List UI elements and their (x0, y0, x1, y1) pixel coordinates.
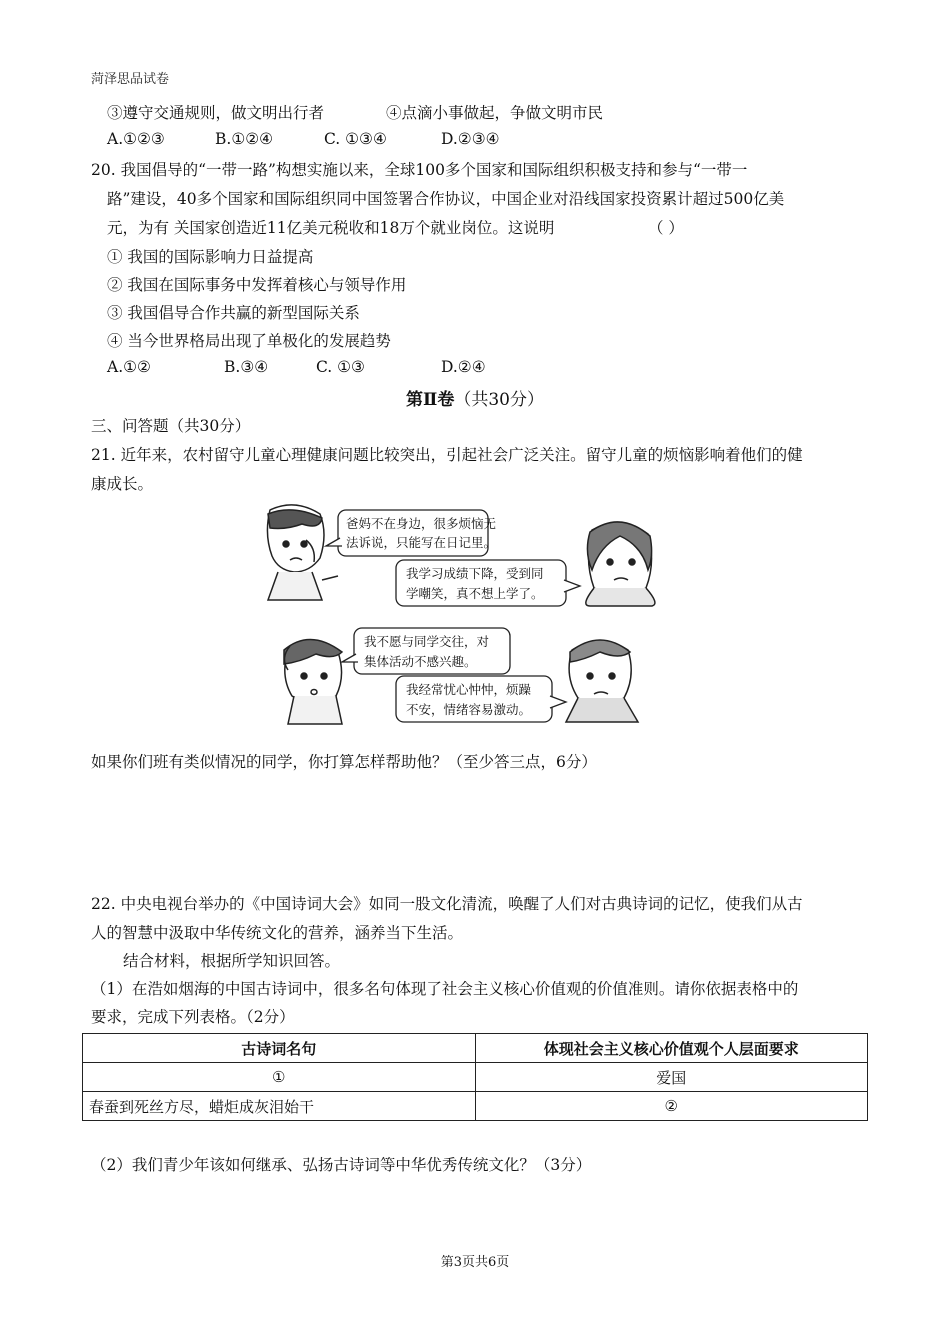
table-cell-blank-1[interactable]: ① (83, 1063, 476, 1092)
bubble-3-line-2: 集体活动不感兴趣。 (364, 654, 477, 669)
table-header-poem: 古诗词名句 (83, 1034, 476, 1063)
q22-sub2: （2）我们青少年该如何继承、弘扬古诗词等中华优秀传统文化？（3分） (91, 1156, 592, 1174)
table-cell-value-1: 爱国 (475, 1063, 868, 1092)
q19-choice-d: D.②③④ (441, 130, 500, 148)
table-row (83, 1063, 868, 1092)
q20-item-1: ① 我国的国际影响力日益提高 (107, 248, 314, 266)
section-heading: 三、问答题（共30分） (91, 417, 251, 435)
bubble-3-line-1: 我不愿与同学交往，对 (364, 634, 490, 649)
table-header-row (83, 1034, 868, 1063)
q20-answer-paren: （ ） (648, 219, 684, 237)
q20-choice-c: C. ①③ (316, 358, 365, 376)
q21-question: 如果你们班有类似情况的同学，你打算怎样帮助他？（至少答三点，6分） (91, 753, 597, 771)
table-header-value: 体现社会主义核心价值观个人层面要求 (475, 1034, 868, 1063)
q22-stem-line1: 22. 中央电视台举办的《中国诗词大会》如同一股文化清流，唤醒了人们对古典诗词的记忆，使我们从古 (91, 895, 803, 913)
q19-option-3: ③遵守交通规则，做文明出行者 (107, 104, 325, 122)
page-header: 菏泽思品试卷 (91, 72, 170, 87)
q20-item-4: ④ 当今世界格局出现了单极化的发展趋势 (107, 332, 391, 350)
part2-title-score: （共30分） (454, 390, 544, 410)
q22-instruction: 结合材料，根据所学知识回答。 (123, 952, 341, 970)
poem-table (82, 1033, 868, 1121)
child-2-figure (586, 522, 655, 606)
q20-stem-line2: 路”建设，40多个国家和国际组织同中国签署合作协议，中国企业对沿线国家投资累计超过500亿美 (107, 190, 785, 208)
part2-title (0, 385, 950, 410)
bubble-2-line-1: 我学习成绩下降，受到同 (406, 566, 544, 581)
q19-choice-b: B.①②④ (215, 130, 274, 148)
child-4-figure (566, 640, 638, 722)
table-cell-blank-2[interactable]: ② (475, 1092, 868, 1121)
table-cell-poem-2: 春蚕到死丝方尽，蜡炬成灰泪始干 (83, 1092, 476, 1121)
bubble-4-line-1: 我经常忧心忡忡，烦躁 (406, 682, 532, 697)
q22-stem-line2: 人的智慧中汲取中华传统文化的营养，涵养当下生活。 (91, 924, 464, 942)
bubble-2-line-2: 学嘲笑，真不想上学了。 (406, 586, 544, 601)
q21-stem-line1: 21. 近年来，农村留守儿童心理健康问题比较突出，引起社会广泛关注。留守儿童的烦恼影响着他们的健 (91, 446, 803, 464)
child-3-figure (284, 639, 342, 724)
q19-option-4: ④点滴小事做起，争做文明市民 (386, 104, 604, 122)
q19-choice-c: C. ①③④ (324, 130, 387, 148)
bubble-1-line-2: 法诉说，只能写在日记里。 (346, 535, 497, 550)
table-row (83, 1092, 868, 1121)
q20-stem-line3: 元，为有 关国家创造近11亿美元税收和18万个就业岗位。这说明 (107, 219, 555, 237)
part2-title-main: 第Ⅱ卷 (406, 390, 455, 410)
q20-item-2: ② 我国在国际事务中发挥着核心与领导作用 (107, 276, 407, 294)
q20-choice-b: B.③④ (224, 358, 269, 376)
child-1-figure (267, 505, 338, 600)
speech-bubble-3 (342, 628, 510, 674)
speech-bubble-4 (396, 676, 566, 722)
q22-sub1-line1: （1）在浩如烟海的中国古诗词中，很多名句体现了社会主义核心价值观的价值准则。请你依据表格中的 (91, 980, 799, 998)
q22-sub1-line2: 要求，完成下列表格。（2分） (91, 1008, 295, 1026)
q21-illustration (250, 500, 690, 728)
bubble-1-line-1: 爸妈不在身边，很多烦恼无 (346, 516, 497, 531)
bubble-4-line-2: 不安，情绪容易激动。 (406, 702, 532, 717)
speech-bubble-1 (326, 510, 496, 556)
q19-choice-a: A.①②③ (107, 130, 165, 148)
q20-choice-a: A.①② (107, 358, 151, 376)
speech-bubble-2 (396, 560, 580, 606)
page-footer: 第3页共6页 (440, 1255, 510, 1270)
q21-stem-line2: 康成长。 (91, 475, 154, 493)
q20-stem-line1: 20. 我国倡导的“一带一路”构想实施以来，全球100多个国家和国际组织积极支持和参与“一带一 (91, 161, 748, 179)
q20-item-3: ③ 我国倡导合作共赢的新型国际关系 (107, 304, 360, 322)
q20-choice-d: D.②④ (441, 358, 486, 376)
